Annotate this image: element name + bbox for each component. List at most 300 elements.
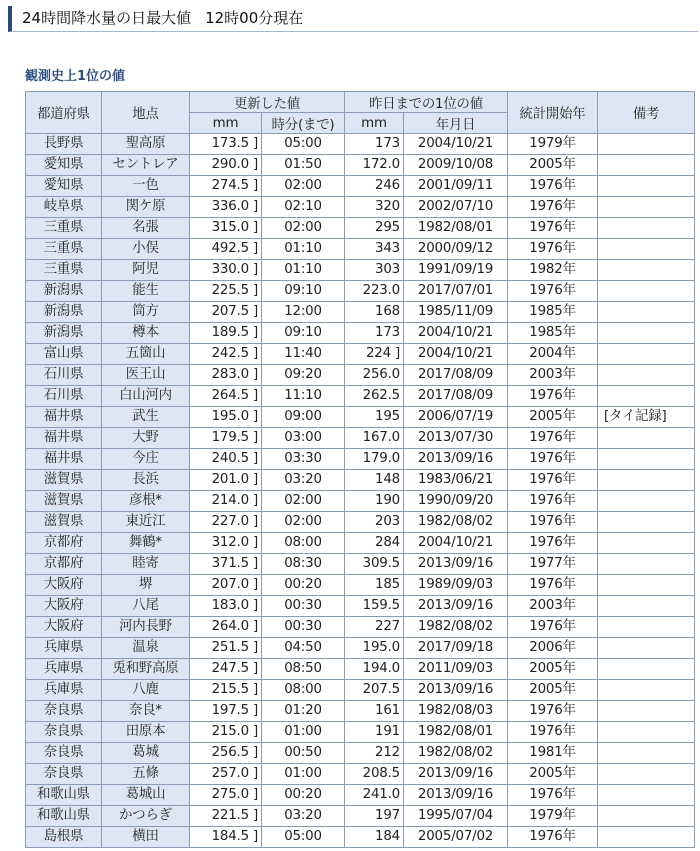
cell-prefecture: 大阪府 xyxy=(26,596,102,617)
cell-prefecture: 兵庫県 xyxy=(26,638,102,659)
cell-updated-time: 08:30 xyxy=(262,554,345,575)
cell-prefecture: 京都府 xyxy=(26,533,102,554)
cell-note xyxy=(598,491,695,512)
header-updated-value: 更新した値 xyxy=(190,92,345,113)
cell-updated-time: 02:00 xyxy=(262,176,345,197)
cell-note: [タイ記録] xyxy=(598,407,695,428)
cell-previous-date: 2017/08/09 xyxy=(404,386,508,407)
cell-note xyxy=(598,323,695,344)
cell-updated-time: 09:10 xyxy=(262,281,345,302)
cell-previous-mm: 179.0 xyxy=(345,449,404,470)
table-row xyxy=(26,407,695,428)
cell-note xyxy=(598,302,695,323)
cell-note xyxy=(598,281,695,302)
cell-prefecture: 岐阜県 xyxy=(26,197,102,218)
cell-note xyxy=(598,617,695,638)
cell-previous-date: 1982/08/03 xyxy=(404,701,508,722)
cell-previous-mm: 148 xyxy=(345,470,404,491)
cell-start-year: 1976年 xyxy=(508,701,598,722)
cell-note xyxy=(598,680,695,701)
cell-start-year: 1976年 xyxy=(508,491,598,512)
header-updated-mm: mm xyxy=(190,113,262,134)
cell-note xyxy=(598,701,695,722)
cell-previous-mm: 173 xyxy=(345,134,404,155)
cell-updated-mm: 257.0 ] xyxy=(190,764,262,785)
cell-start-year: 1976年 xyxy=(508,722,598,743)
cell-start-year: 1976年 xyxy=(508,281,598,302)
table-row xyxy=(26,806,695,827)
cell-prefecture: 奈良県 xyxy=(26,764,102,785)
cell-previous-mm: 241.0 xyxy=(345,785,404,806)
cell-previous-date: 2000/09/12 xyxy=(404,239,508,260)
cell-start-year: 2005年 xyxy=(508,680,598,701)
cell-updated-time: 04:50 xyxy=(262,638,345,659)
table-row xyxy=(26,827,695,848)
cell-station: 東近江 xyxy=(102,512,190,533)
cell-note xyxy=(598,596,695,617)
cell-previous-mm: 227 xyxy=(345,617,404,638)
cell-previous-date: 2002/07/10 xyxy=(404,197,508,218)
cell-updated-time: 08:00 xyxy=(262,680,345,701)
cell-updated-time: 02:00 xyxy=(262,512,345,533)
cell-station: 八尾 xyxy=(102,596,190,617)
cell-prefecture: 石川県 xyxy=(26,365,102,386)
cell-updated-time: 05:00 xyxy=(262,827,345,848)
table-row xyxy=(26,680,695,701)
cell-note xyxy=(598,470,695,491)
cell-updated-mm: 256.5 ] xyxy=(190,743,262,764)
cell-station: 大野 xyxy=(102,428,190,449)
table-row xyxy=(26,281,695,302)
cell-previous-mm: 343 xyxy=(345,239,404,260)
cell-updated-time: 00:20 xyxy=(262,575,345,596)
cell-station: 名張 xyxy=(102,218,190,239)
table-row xyxy=(26,491,695,512)
cell-updated-time: 11:40 xyxy=(262,344,345,365)
cell-updated-time: 01:10 xyxy=(262,260,345,281)
cell-start-year: 1977年 xyxy=(508,554,598,575)
cell-start-year: 1976年 xyxy=(508,617,598,638)
cell-updated-time: 12:00 xyxy=(262,302,345,323)
cell-prefecture: 長野県 xyxy=(26,134,102,155)
section-title: 観測史上1位の値 xyxy=(25,69,126,84)
cell-prefecture: 三重県 xyxy=(26,239,102,260)
table-row xyxy=(26,239,695,260)
cell-prefecture: 富山県 xyxy=(26,344,102,365)
cell-note xyxy=(598,554,695,575)
cell-previous-date: 2004/10/21 xyxy=(404,134,508,155)
table-row xyxy=(26,218,695,239)
cell-previous-date: 2017/07/01 xyxy=(404,281,508,302)
cell-previous-mm: 246 xyxy=(345,176,404,197)
table-row xyxy=(26,575,695,596)
cell-updated-mm: 189.5 ] xyxy=(190,323,262,344)
cell-previous-mm: 195 xyxy=(345,407,404,428)
cell-station: 温泉 xyxy=(102,638,190,659)
cell-updated-time: 01:00 xyxy=(262,764,345,785)
cell-prefecture: 大阪府 xyxy=(26,575,102,596)
cell-note xyxy=(598,365,695,386)
cell-prefecture: 石川県 xyxy=(26,386,102,407)
cell-start-year: 1976年 xyxy=(508,512,598,533)
cell-start-year: 1982年 xyxy=(508,260,598,281)
cell-updated-time: 02:00 xyxy=(262,218,345,239)
cell-updated-mm: 274.5 ] xyxy=(190,176,262,197)
cell-updated-time: 08:50 xyxy=(262,659,345,680)
cell-updated-time: 03:00 xyxy=(262,428,345,449)
cell-updated-mm: 179.5 ] xyxy=(190,428,262,449)
cell-previous-mm: 212 xyxy=(345,743,404,764)
cell-start-year: 2005年 xyxy=(508,155,598,176)
cell-updated-time: 08:00 xyxy=(262,533,345,554)
cell-previous-date: 2011/09/03 xyxy=(404,659,508,680)
cell-updated-mm: 183.0 ] xyxy=(190,596,262,617)
cell-updated-time: 11:10 xyxy=(262,386,345,407)
cell-updated-mm: 242.5 ] xyxy=(190,344,262,365)
cell-note xyxy=(598,134,695,155)
cell-station: 白山河内 xyxy=(102,386,190,407)
cell-start-year: 1979年 xyxy=(508,806,598,827)
cell-note xyxy=(598,659,695,680)
cell-note xyxy=(598,197,695,218)
cell-note xyxy=(598,764,695,785)
cell-note xyxy=(598,722,695,743)
cell-previous-date: 2006/07/19 xyxy=(404,407,508,428)
cell-previous-date: 2013/09/16 xyxy=(404,785,508,806)
cell-previous-mm: 194.0 xyxy=(345,659,404,680)
cell-updated-mm: 264.5 ] xyxy=(190,386,262,407)
cell-updated-time: 09:20 xyxy=(262,365,345,386)
cell-prefecture: 滋賀県 xyxy=(26,491,102,512)
cell-station: 五條 xyxy=(102,764,190,785)
cell-previous-date: 1990/09/20 xyxy=(404,491,508,512)
cell-prefecture: 新潟県 xyxy=(26,302,102,323)
cell-note xyxy=(598,176,695,197)
cell-station: 医王山 xyxy=(102,365,190,386)
cell-previous-date: 2013/09/16 xyxy=(404,764,508,785)
cell-prefecture: 兵庫県 xyxy=(26,680,102,701)
cell-prefecture: 福井県 xyxy=(26,407,102,428)
cell-note xyxy=(598,344,695,365)
cell-prefecture: 島根県 xyxy=(26,827,102,848)
cell-previous-date: 2013/07/30 xyxy=(404,428,508,449)
cell-start-year: 1976年 xyxy=(508,575,598,596)
cell-previous-mm: 208.5 xyxy=(345,764,404,785)
cell-previous-mm: 168 xyxy=(345,302,404,323)
cell-prefecture: 滋賀県 xyxy=(26,470,102,491)
cell-updated-mm: 184.5 ] xyxy=(190,827,262,848)
cell-note xyxy=(598,155,695,176)
cell-station: 堺 xyxy=(102,575,190,596)
cell-note xyxy=(598,239,695,260)
cell-updated-mm: 195.0 ] xyxy=(190,407,262,428)
header-previous-mm: mm xyxy=(345,113,404,134)
table-row xyxy=(26,701,695,722)
page-header xyxy=(8,6,698,32)
cell-previous-date: 2005/07/02 xyxy=(404,827,508,848)
cell-updated-time: 01:10 xyxy=(262,239,345,260)
cell-updated-mm: 336.0 ] xyxy=(190,197,262,218)
cell-previous-date: 1982/08/01 xyxy=(404,722,508,743)
header-prefecture: 都道府県 xyxy=(26,92,102,134)
cell-previous-mm: 203 xyxy=(345,512,404,533)
cell-updated-time: 00:50 xyxy=(262,743,345,764)
cell-prefecture: 奈良県 xyxy=(26,743,102,764)
cell-updated-mm: 315.0 ] xyxy=(190,218,262,239)
cell-start-year: 1976年 xyxy=(508,176,598,197)
cell-updated-time: 01:20 xyxy=(262,701,345,722)
cell-updated-mm: 207.0 ] xyxy=(190,575,262,596)
cell-station: 兎和野高原 xyxy=(102,659,190,680)
cell-station: 関ケ原 xyxy=(102,197,190,218)
cell-prefecture: 滋賀県 xyxy=(26,512,102,533)
cell-previous-date: 1982/08/02 xyxy=(404,512,508,533)
cell-station: 葛城 xyxy=(102,743,190,764)
cell-previous-date: 1982/08/02 xyxy=(404,743,508,764)
cell-station: 樽本 xyxy=(102,323,190,344)
cell-updated-mm: 207.5 ] xyxy=(190,302,262,323)
cell-previous-mm: 295 xyxy=(345,218,404,239)
cell-updated-mm: 197.5 ] xyxy=(190,701,262,722)
cell-previous-mm: 197 xyxy=(345,806,404,827)
table-row xyxy=(26,365,695,386)
cell-previous-date: 2013/09/16 xyxy=(404,596,508,617)
cell-updated-mm: 221.5 ] xyxy=(190,806,262,827)
cell-station: 横田 xyxy=(102,827,190,848)
cell-station: 葛城山 xyxy=(102,785,190,806)
cell-station: 筒方 xyxy=(102,302,190,323)
cell-previous-mm: 223.0 xyxy=(345,281,404,302)
cell-prefecture: 三重県 xyxy=(26,218,102,239)
cell-previous-date: 2013/09/16 xyxy=(404,449,508,470)
table-row xyxy=(26,743,695,764)
cell-updated-time: 00:30 xyxy=(262,617,345,638)
cell-previous-mm: 191 xyxy=(345,722,404,743)
cell-prefecture: 新潟県 xyxy=(26,281,102,302)
cell-updated-time: 03:30 xyxy=(262,449,345,470)
observation-time: 12時00分現在 xyxy=(205,9,304,27)
cell-updated-mm: 275.0 ] xyxy=(190,785,262,806)
cell-note xyxy=(598,449,695,470)
table-row xyxy=(26,470,695,491)
cell-note xyxy=(598,386,695,407)
table-row xyxy=(26,323,695,344)
cell-start-year: 2005年 xyxy=(508,407,598,428)
cell-previous-mm: 159.5 xyxy=(345,596,404,617)
cell-station: 彦根* xyxy=(102,491,190,512)
cell-start-year: 1981年 xyxy=(508,743,598,764)
cell-station: 睦寄 xyxy=(102,554,190,575)
cell-prefecture: 愛知県 xyxy=(26,155,102,176)
cell-previous-mm: 184 xyxy=(345,827,404,848)
cell-prefecture: 奈良県 xyxy=(26,722,102,743)
cell-station: 河内長野 xyxy=(102,617,190,638)
cell-prefecture: 福井県 xyxy=(26,428,102,449)
cell-previous-date: 1985/11/09 xyxy=(404,302,508,323)
cell-updated-mm: 214.0 ] xyxy=(190,491,262,512)
table-row xyxy=(26,449,695,470)
cell-previous-date: 2017/09/18 xyxy=(404,638,508,659)
cell-updated-mm: 283.0 ] xyxy=(190,365,262,386)
table-row xyxy=(26,617,695,638)
table-row xyxy=(26,596,695,617)
cell-previous-mm: 185 xyxy=(345,575,404,596)
header-notes: 備考 xyxy=(598,92,695,134)
cell-station: 八鹿 xyxy=(102,680,190,701)
table-row xyxy=(26,134,695,155)
cell-updated-time: 03:20 xyxy=(262,470,345,491)
cell-updated-time: 01:00 xyxy=(262,722,345,743)
cell-note xyxy=(598,743,695,764)
cell-updated-mm: 290.0 ] xyxy=(190,155,262,176)
table-row xyxy=(26,785,695,806)
cell-updated-time: 01:50 xyxy=(262,155,345,176)
cell-prefecture: 大阪府 xyxy=(26,617,102,638)
table-row xyxy=(26,197,695,218)
cell-note xyxy=(598,575,695,596)
cell-start-year: 2003年 xyxy=(508,365,598,386)
cell-prefecture: 奈良県 xyxy=(26,701,102,722)
cell-previous-mm: 320 xyxy=(345,197,404,218)
cell-start-year: 1976年 xyxy=(508,218,598,239)
cell-note xyxy=(598,218,695,239)
cell-previous-mm: 173 xyxy=(345,323,404,344)
cell-start-year: 1976年 xyxy=(508,470,598,491)
cell-updated-time: 00:20 xyxy=(262,785,345,806)
cell-station: 今庄 xyxy=(102,449,190,470)
table-row xyxy=(26,533,695,554)
cell-updated-time: 09:10 xyxy=(262,323,345,344)
table-row xyxy=(26,260,695,281)
cell-updated-mm: 247.5 ] xyxy=(190,659,262,680)
cell-previous-date: 2004/10/21 xyxy=(404,323,508,344)
cell-previous-mm: 224 ] xyxy=(345,344,404,365)
cell-station: 一色 xyxy=(102,176,190,197)
cell-updated-mm: 371.5 ] xyxy=(190,554,262,575)
cell-note xyxy=(598,638,695,659)
cell-note xyxy=(598,512,695,533)
cell-start-year: 2005年 xyxy=(508,764,598,785)
cell-start-year: 2003年 xyxy=(508,596,598,617)
cell-prefecture: 福井県 xyxy=(26,449,102,470)
cell-previous-mm: 161 xyxy=(345,701,404,722)
cell-note xyxy=(598,785,695,806)
cell-start-year: 1976年 xyxy=(508,449,598,470)
cell-previous-mm: 309.5 xyxy=(345,554,404,575)
cell-start-year: 2004年 xyxy=(508,344,598,365)
cell-previous-date: 1982/08/01 xyxy=(404,218,508,239)
table-row xyxy=(26,155,695,176)
cell-updated-time: 00:30 xyxy=(262,596,345,617)
table-row xyxy=(26,554,695,575)
header-station: 地点 xyxy=(102,92,190,134)
cell-prefecture: 三重県 xyxy=(26,260,102,281)
cell-station: セントレア xyxy=(102,155,190,176)
header-updated-time: 時分(まで) xyxy=(262,113,345,134)
cell-previous-date: 2004/10/21 xyxy=(404,344,508,365)
cell-start-year: 1976年 xyxy=(508,239,598,260)
cell-previous-mm: 167.0 xyxy=(345,428,404,449)
cell-updated-mm: 227.0 ] xyxy=(190,512,262,533)
table-row xyxy=(26,512,695,533)
cell-previous-date: 1995/07/04 xyxy=(404,806,508,827)
cell-previous-mm: 284 xyxy=(345,533,404,554)
cell-previous-mm: 303 xyxy=(345,260,404,281)
cell-station: 五箇山 xyxy=(102,344,190,365)
cell-station: 武生 xyxy=(102,407,190,428)
cell-prefecture: 和歌山県 xyxy=(26,785,102,806)
cell-start-year: 1976年 xyxy=(508,785,598,806)
cell-updated-time: 05:00 xyxy=(262,134,345,155)
cell-start-year: 1985年 xyxy=(508,302,598,323)
cell-note xyxy=(598,260,695,281)
cell-updated-mm: 240.5 ] xyxy=(190,449,262,470)
cell-station: 阿児 xyxy=(102,260,190,281)
cell-station: かつらぎ xyxy=(102,806,190,827)
table-row xyxy=(26,722,695,743)
table-body xyxy=(26,134,695,848)
cell-previous-date: 1983/06/21 xyxy=(404,470,508,491)
record-table xyxy=(25,91,695,848)
cell-station: 奈良* xyxy=(102,701,190,722)
cell-previous-date: 1982/08/02 xyxy=(404,617,508,638)
cell-updated-mm: 173.5 ] xyxy=(190,134,262,155)
cell-start-year: 1985年 xyxy=(508,323,598,344)
cell-previous-mm: 262.5 xyxy=(345,386,404,407)
cell-prefecture: 愛知県 xyxy=(26,176,102,197)
cell-updated-mm: 312.0 ] xyxy=(190,533,262,554)
cell-note xyxy=(598,533,695,554)
table-row xyxy=(26,386,695,407)
cell-start-year: 1976年 xyxy=(508,428,598,449)
cell-station: 田原本 xyxy=(102,722,190,743)
header-previous-date: 年月日 xyxy=(404,113,508,134)
cell-start-year: 1976年 xyxy=(508,533,598,554)
cell-note xyxy=(598,428,695,449)
cell-updated-mm: 264.0 ] xyxy=(190,617,262,638)
table-row xyxy=(26,428,695,449)
header-previous-record: 昨日までの1位の値 xyxy=(345,92,508,113)
cell-previous-date: 2009/10/08 xyxy=(404,155,508,176)
cell-start-year: 2005年 xyxy=(508,659,598,680)
cell-note xyxy=(598,827,695,848)
cell-previous-mm: 256.0 xyxy=(345,365,404,386)
cell-station: 能生 xyxy=(102,281,190,302)
cell-updated-mm: 330.0 ] xyxy=(190,260,262,281)
page-title: 24時間降水量の日最大値 xyxy=(22,9,192,27)
header-start-year: 統計開始年 xyxy=(508,92,598,134)
cell-prefecture: 和歌山県 xyxy=(26,806,102,827)
cell-previous-mm: 195.0 xyxy=(345,638,404,659)
cell-updated-time: 02:00 xyxy=(262,491,345,512)
cell-previous-mm: 172.0 xyxy=(345,155,404,176)
cell-previous-date: 1989/09/03 xyxy=(404,575,508,596)
cell-station: 聖高原 xyxy=(102,134,190,155)
cell-updated-mm: 201.0 ] xyxy=(190,470,262,491)
cell-station: 舞鶴* xyxy=(102,533,190,554)
cell-previous-date: 2001/09/11 xyxy=(404,176,508,197)
cell-station: 小俣 xyxy=(102,239,190,260)
cell-previous-date: 2013/09/16 xyxy=(404,554,508,575)
cell-previous-date: 2013/09/16 xyxy=(404,680,508,701)
cell-start-year: 1976年 xyxy=(508,386,598,407)
cell-previous-mm: 190 xyxy=(345,491,404,512)
cell-start-year: 1976年 xyxy=(508,197,598,218)
cell-station: 長浜 xyxy=(102,470,190,491)
cell-previous-date: 2004/10/21 xyxy=(404,533,508,554)
cell-previous-date: 1991/09/19 xyxy=(404,260,508,281)
cell-prefecture: 新潟県 xyxy=(26,323,102,344)
